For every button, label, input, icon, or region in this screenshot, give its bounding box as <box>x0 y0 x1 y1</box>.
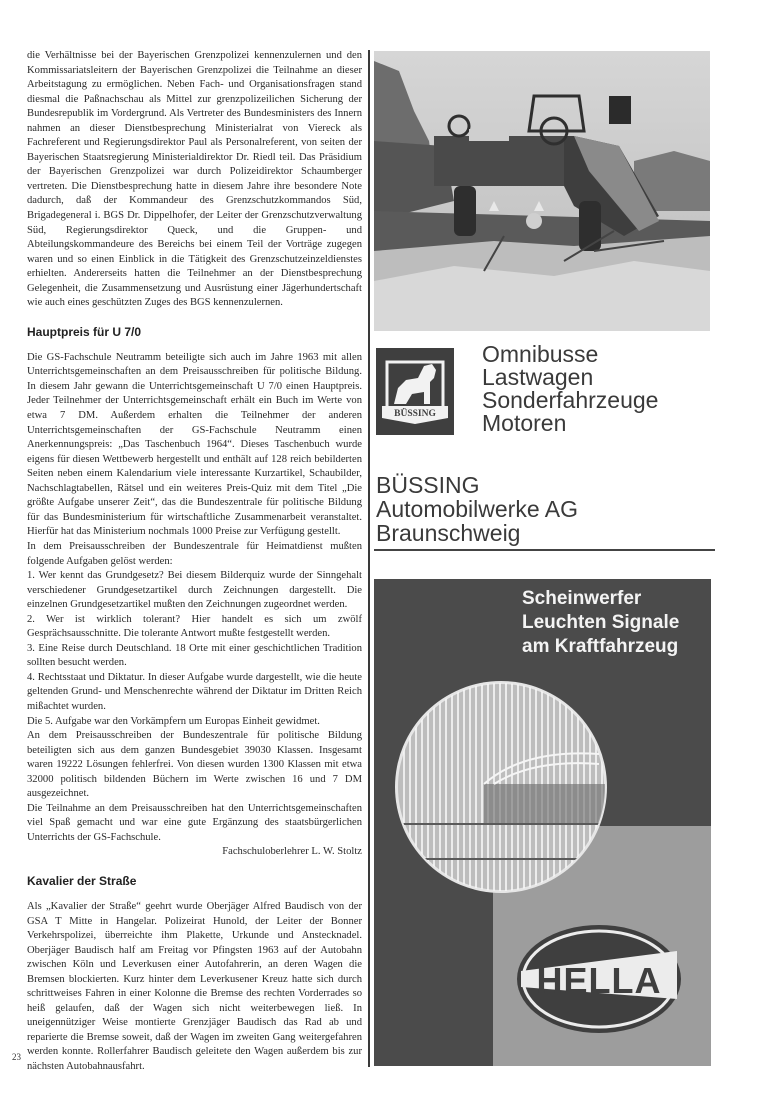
company-line: Automobilwerke AG <box>376 496 578 522</box>
paragraph: An dem Preisausschreiben der Bundeszentrale für politische Bildung beteiligten sich aus dem ganzen Bundesgebiet 39030 Klassen. Insgesamt waren 19222 Lösungen fehlerfrei. Von diesen wurden 1300 Klassen mit etwa 32000 politisch bildenden Büchern im Werte zwischen 16 und 7 DM ausgezeichnet. <box>27 730 362 800</box>
page-number: 23 <box>12 1052 21 1062</box>
column-divider <box>368 50 370 1067</box>
buessing-advertisement <box>374 340 714 552</box>
slogan-line: Scheinwerfer <box>522 588 642 609</box>
slogan-line: Leuchten Signale <box>522 612 680 633</box>
hella-slogan <box>522 587 679 659</box>
list-item: 2. Wer ist wirklich tolerant? Hier handelt es sich um zwölf Gesprächsausschnitte. Die tolerante Antwort mußte festgestellt werden. <box>27 613 362 640</box>
list-item: 1. Wer kennt das Grundgesetz? Bei diesem Bilderquiz wurde der Sinngehalt verschiedener Grundgesetzartikel durch Zeichnungen dargestellt. Die einzelnen Grundgesetzartikel mußten den Zeichnungen zugeordnet werden. <box>27 570 362 611</box>
product-line: Omnibusse <box>482 341 599 367</box>
product-line: Lastwagen <box>482 364 594 390</box>
paragraph: Die GS-Fachschule Neutramm beteiligte sich auch im Jahre 1963 mit allen Unterrichtsgemeinschaften an dem Preisausschreiben für politische Bildung. In diesem Jahr gewann die Unterrichtsgemeinschaft U 7/0 einen Hauptpreis. Jeder Teilnehmer der Unterrichtsgemeinschaft erhält ein Buch im Werte von etwa 7 DM. Außerdem erhalten die Teilnehmer der anderen Unterrichtsgemeinschaften der GS-Fachschule Neutramm einen Anerkennungspreis: „Das Taschenbuch 1964“. Dieses Taschenbuch wurde eigens für diesen Wettbewerb hergestellt und enthält auf 128 reich bebilderten Seiten neben einem Kalendarium viele interessante Kurzartikel, Schaubilder, Nachschlagtabellen, Rätsel und ein weiteres Preis-Quiz mit dem Titel „Die größte Aufgabe unserer Zeit“, das die Bundeszentrale für politische Bildung für das Bundesministerium für wirtschaftliche Zusammenarbeit veranstaltet. Hierfür hat das Ministerium nochmals 1000 Preise zur Verfügung gestellt. <box>27 351 362 538</box>
paragraph: Die 5. Aufgabe war den Vorkämpfern um Europas Einheit gewidmet. <box>27 715 320 727</box>
buessing-lion-logo <box>376 348 454 435</box>
section-heading-kavalier: Kavalier der Straße <box>27 873 137 888</box>
list-item: 3. Eine Reise durch Deutschland. 18 Orte mit einer geschichtlichen Tradition sollten besucht werden. <box>27 642 362 669</box>
buessing-company-name <box>376 473 578 545</box>
slogan-line: am Kraftfahrzeug <box>522 636 679 657</box>
hella-advertisement <box>374 579 711 1066</box>
svg-text:BÜSSING: BÜSSING <box>394 409 436 419</box>
company-line: Braunschweig <box>376 520 521 546</box>
author-signature: Fachschuloberlehrer L. W. Stoltz <box>222 846 362 858</box>
company-line: BÜSSING <box>376 472 480 498</box>
article-column <box>27 49 362 1075</box>
product-line: Motoren <box>482 410 567 436</box>
ad-divider <box>374 549 715 551</box>
paragraph: In dem Preisausschreiben der Bundeszentrale für Heimatdienst mußten folgende Aufgaben gelöst werden: <box>27 540 362 567</box>
paragraph: Als „Kavalier der Straße“ geehrt wurde Oberjäger Alfred Baudisch von der GSA T Mitte in Hangelar. Polizeirat Hunold, der Leiter der Bonner Verkehrspolizei, überreichte ihm Plakette, Urkunde und Anstecknadel. Oberjäger Baudisch half am Freitag vor Pfingsten 1963 auf der Autobahn zwischen Köln und Leverkusen einer Autofahrerin, an deren Wagen die Bremsen blockierten. Kurz hinter dem Leverkusener Kreuz hatte sich durch schrittweises Fahren in einer Kolonne die Bremse des rechten Vorderrades so heiß gelaufen, daß der Wagen sich nicht weiterbewegen ließ. In uneigennütziger Weise montierte Grenzjäger Baudisch das Rad ab und reparierte die Bremse soweit, daß der Wagen im zweiten Gang weitergefahren werden konnte. Rollerfahrer Baudisch geleitete den Wagen außerdem bis zur nächsten Autobahnausfahrt. <box>27 900 362 1072</box>
buessing-product-list <box>482 343 658 435</box>
paragraph: Die Teilnahme an dem Preisausschreiben hat den Unterrichtsgemeinschaften viel Spaß gemacht und war eine gute Ergänzung des staatsbürgerlichen Unterrichts der GS-Fachschule. <box>27 802 362 843</box>
intro-paragraph: die Verhältnisse bei der Bayerischen Grenzpolizei kennenzulernen und den Kommissariatsleitern der Bayerischen Grenzpolizei die Teilnahme an dieser Arbeitstagung zu ermöglichen. Neben Fach- und Organisationsfragen stand diesmal die Paßnachschau als Mittel zur grenzpolizeilichen Sicherung der Bundesrepublik im Vordergrund. Als Vertreter des Bundesministers des Innern nahmen an dieser Dienstbesprechung Ministerialrat von Viereck als Fachreferent und Regierungsdirektor Paul als Personalreferent, von seiten der Bayerischen Staatsregierung Ministerialdirektor Dr. Riedl teil. Das Präsidium der Bayerischen Grenzpolizei war durch Polizeidirektor Schaumberger vertreten. Die Dienstbesprechung hatte in diesem Jahre ihre besondere Note dadurch, daß der Kommandeur des Grenzschutzkommandos Süd, Brigadegeneral i. BGS Dr. Dippelhofer, der Leiter der Grenzschutzverwaltung Süd, Regierungsdirektor Queck, und die Gruppen- und Abteilungskommandeure des Bereichs bei einem Teil der Vorträge zugegen waren und so einen Einblick in die Tätigkeit des Grenzschutzeinzeldienstes erhielten. Andererseits hatten die Teilnehmer an der Dienstbesprechung Gelegenheit, die Zusammensetzung und Ausrüstung einer Jägerhundertschaft wie auch eines geschützten Zuges des BGS kennenzulernen. <box>27 50 362 309</box>
section-heading-hauptpreis: Hauptpreis für U 7/0 <box>27 324 142 339</box>
product-line: Sonderfahrzeuge <box>482 387 659 413</box>
armored-vehicle-photo <box>374 51 710 331</box>
hella-logo-text: HELLA <box>536 960 662 1001</box>
vehicle-image-icon <box>374 51 710 331</box>
list-item: 4. Rechtsstaat und Diktatur. In dieser Aufgabe wurde dargestellt, wie die heute geltenden Grund- und Menschenrechte während der Diktatur im Dritten Reich mißachtet wurden. <box>27 671 362 712</box>
